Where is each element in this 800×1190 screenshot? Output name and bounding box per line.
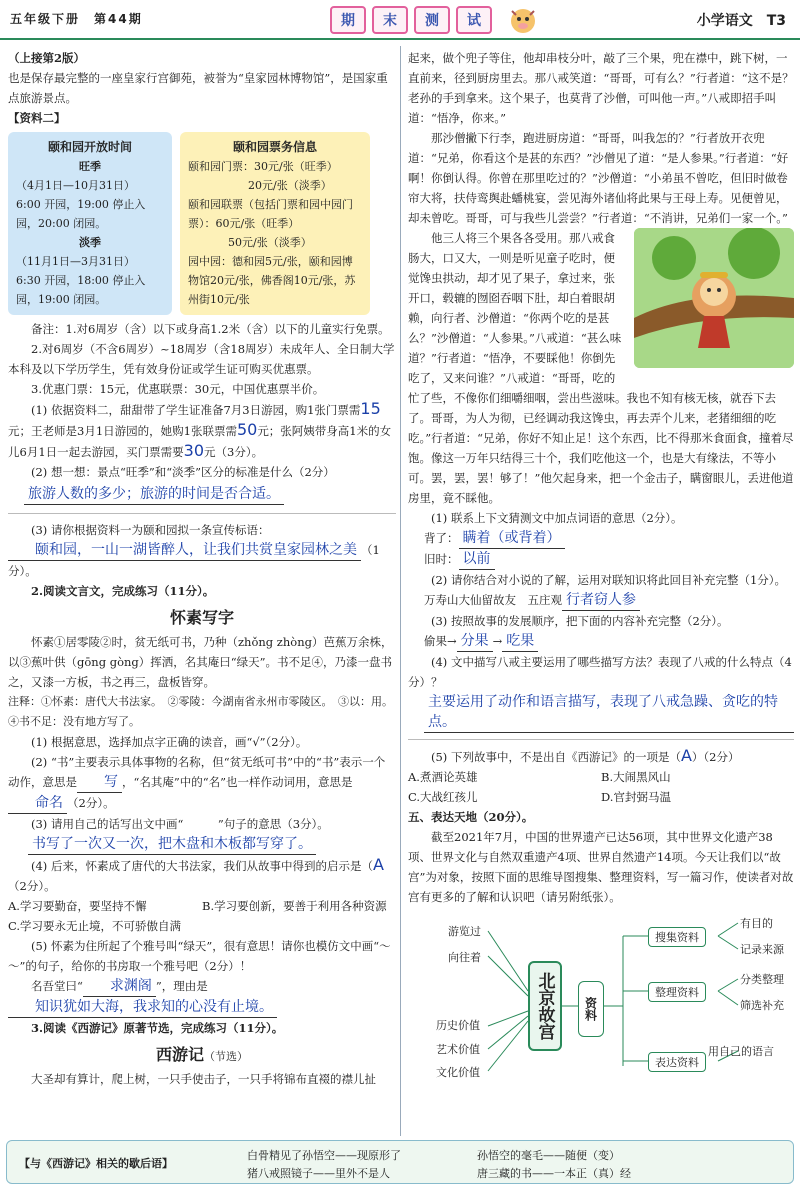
note-line: 备注：1.对6周岁（含）以下或身高1.2米（含）以下的儿童实行免票。 bbox=[31, 322, 390, 336]
answer-q5: 名吾堂曰“ 求渊阁 ”，理由是知识犹如大海，我求知的心没有止境。 bbox=[8, 976, 396, 1018]
answer: 50 bbox=[236, 420, 258, 439]
option: C.大战红孩儿 bbox=[408, 790, 478, 804]
header-title bbox=[330, 6, 492, 34]
classical-title: 怀素写字 bbox=[169, 608, 234, 627]
mind-sub: 整理资料 bbox=[648, 982, 706, 1002]
intro-text: 也是保存最完整的一座皇家行宫御苑，被誉为“皇家园林博物馆”，是国家重点旅游景点。 bbox=[8, 71, 388, 105]
title-char: 期 bbox=[330, 6, 366, 34]
option: A.学习要勤奋，要坚持不懈 bbox=[8, 899, 147, 913]
classical-q2: (2) “书”主要表示具体事物的名称，但“贫无纸可书”中的“书”表示一个动作，意思是 写 ，“名其庵”中的“名”也一样作动词用，意思是命名 （2分）。 bbox=[8, 752, 396, 814]
answer: 主要运用了动作和语言描写，表现了八戒急躁、贪吃的特点。 bbox=[424, 692, 794, 733]
season-off: 淡季 bbox=[79, 236, 101, 249]
novel-q5: (5) 下列故事中，不是出自《西游记》的一项是（A）（2分） bbox=[431, 746, 740, 765]
question-2: (2) 想一想：景点“旺季”和“淡季”区分的标准是什么（2分） bbox=[31, 465, 335, 479]
option: A.煮酒论英雄 bbox=[408, 770, 478, 784]
option: B.大闹黑风山 bbox=[601, 770, 671, 784]
box-title: 颐和园开放时间 bbox=[47, 140, 132, 154]
novel-q1: (1) 联系上下文猜测文中加点词语的意思（2分）。 bbox=[431, 511, 683, 525]
mind-leaf: 有目的 bbox=[740, 917, 773, 930]
mind-left: 向往着 bbox=[448, 951, 481, 964]
novel-q2: (2) 请你结合对小说的了解，运用对联知识将此回目补充完整（1分）。 bbox=[431, 573, 787, 587]
ticket-line: 50元/张（淡季） bbox=[228, 236, 312, 249]
season-peak: 旺季 bbox=[79, 160, 101, 173]
mind-sub: 表达资料 bbox=[648, 1052, 706, 1072]
footer-title: 【与《西游记》相关的歇后语】 bbox=[19, 1157, 173, 1170]
answer: A bbox=[680, 746, 692, 765]
issue-label: 五年级下册 第44期 bbox=[10, 12, 143, 26]
mind-left: 艺术价值 bbox=[436, 1043, 480, 1056]
proverb: 唐三藏的书——一本正（真）经 bbox=[477, 1167, 631, 1180]
answer: 15 bbox=[360, 399, 381, 418]
answer: 分果 bbox=[457, 631, 493, 652]
mind-leaf: 记录来源 bbox=[740, 943, 784, 956]
mind-mid: 资料 bbox=[578, 981, 604, 1037]
novel-q3: (3) 按照故事的发展顺序，把下面的内容补充完整（2分）。 bbox=[431, 614, 729, 628]
proverb-footer bbox=[6, 1140, 794, 1184]
opening-hours-box bbox=[8, 132, 172, 315]
ticket-line: 颐和园联票（包括门票和园中园门票）：60元/张（旺季） bbox=[188, 198, 353, 230]
answer: A bbox=[372, 855, 384, 874]
ox-mascot-icon bbox=[506, 2, 540, 36]
mind-sub: 搜集资料 bbox=[648, 927, 706, 947]
separator bbox=[408, 739, 794, 740]
novel-text: 大圣却有算计，爬上树，一只手使击子，一只手将锦布直裰的襟儿扯 bbox=[31, 1072, 376, 1086]
answer: 求渊阁 bbox=[83, 976, 156, 997]
resource-boxes bbox=[8, 132, 396, 315]
answer: 吃果 bbox=[502, 631, 538, 652]
season-dates: （4月1日—10月31日） bbox=[16, 179, 135, 192]
continued-note: （上接第2版） bbox=[8, 51, 86, 65]
classical-q3: (3) 请用自己的话写出文中画“ ”句子的意思（3分）。 bbox=[31, 817, 329, 831]
column-divider bbox=[400, 46, 401, 1136]
classical-notes: 注释：①怀素：唐代大书法家。 ②零陵：今湖南省永州市零陵区。 ③以：用。 ④书不足：没有地方写了。 bbox=[8, 695, 399, 728]
title-char: 末 bbox=[372, 6, 408, 34]
mind-leaf: 用自己的语言 bbox=[708, 1045, 774, 1058]
mind-left: 历史价值 bbox=[436, 1019, 480, 1032]
options-q4 bbox=[8, 896, 396, 936]
section-3-heading: 3.阅读《西游记》原著节选，完成练习（11分）。 bbox=[31, 1021, 284, 1035]
classical-q5: (5) 怀素为住所起了个雅号叫“绿天”，很有意思！请你也模仿文中画“～～”的句子，给你的书房取一个雅号吧（2分）！ bbox=[8, 939, 391, 973]
title-char: 测 bbox=[414, 6, 450, 34]
resource-label: 【资料二】 bbox=[8, 111, 66, 125]
mind-left: 游览过 bbox=[448, 925, 481, 938]
novel-a3: 偷果→ 分果 → 吃果 bbox=[408, 631, 794, 652]
classical-q4: (4) 后来，怀素成了唐代的大书法家，我们从故事中得到的启示是（A（2分）。 bbox=[8, 855, 384, 893]
answer: 瞒着（或背着） bbox=[459, 528, 565, 549]
page-header bbox=[0, 0, 800, 40]
answer: 写 bbox=[77, 772, 122, 793]
answer: 知识犹如大海，我求知的心没有止境。 bbox=[8, 997, 277, 1018]
classical-text: 怀素①居零陵②时，贫无纸可书，乃种（zhǒng zhòng）芭蕉万余株，以③蕉叶供（gōng gòng）挥洒，名其庵曰“绿天”。书不足④，乃漆一盘书之，又漆一方板，书之再三，盘板皆穿。 bbox=[8, 635, 393, 689]
writing-prompt: 截至2021年7月，中国的世界遗产已达56项，其中世界文化遗产38项、世界文化与自然双重遗产4项、世界自然遗产14项。今天让我们以“故宫”为对象，按照下面的思维导图搜集、整理资料，写一篇习作，使读者对故宫有更多的了解和认识吧（请另附纸张）。 bbox=[408, 830, 794, 904]
novel-text: 起来，做个兜子等住，他却串枝分叶，敲了三个果，兜在襟中，跳下树，一直前来，径到厨房里去。那八戒笑道：“哥哥，可有么？”行者道：“这不是？老孙的手到拿来。这个果子，也莫背了沙僧，可叫他一声。”八戒即招手叫道：“悟净，你来。” bbox=[408, 51, 794, 125]
mind-leaf: 筛选补充 bbox=[740, 999, 784, 1012]
subject-label: 小学语文 T3 bbox=[696, 13, 786, 29]
novel-a1a: 背了： 瞒着（或背着） bbox=[408, 528, 794, 549]
mind-left: 文化价值 bbox=[436, 1066, 480, 1079]
box-title: 颐和园票务信息 bbox=[232, 140, 317, 154]
option: C.学习要永无止境，不可骄傲自满 bbox=[8, 919, 182, 933]
season-hours: 6:00 开园，19:00 停止入园，20:00 闭园。 bbox=[16, 198, 146, 230]
section-5-heading: 五、表达天地（20分）。 bbox=[408, 810, 534, 824]
right-column bbox=[408, 48, 794, 1086]
separator bbox=[8, 513, 396, 514]
answer: 命名 bbox=[8, 793, 67, 814]
question-1: (1) 依据资料二，甜甜带了学生证准备7月3日游园，购1张门票需15元；王老师是3月1日游园的，她购1张联票需50元；张阿姨带身高1米的女儿6月1日一起去游园，买门票需要30元（3分）。 bbox=[8, 399, 392, 460]
ticket-line: 园中园：德和园5元/张，颐和园博物馆20元/张，佛香阁10元/张，苏州街10元/张 bbox=[188, 255, 356, 306]
novel-text: 他三人将三个果各各受用。那八戒食肠大，口又大，一则是听见童子吃时，便觉馋虫拱动，却才见了果子，拿过来，张开口，毂辘的囫囵吞咽下肚，却白着眼胡赖，向行者、沙僧道：“你两个吃的是甚么？”沙僧道：“人参果。”八戒道：“甚么味道？”行者道：“悟净，不要睬他！你倒先吃了，又来问谁？”八戒道：“哥哥，吃的忙了些，不像你们细嚼细咽，尝出些滋味。我也不知有核无核，就吞下去了。哥哥，为人为彻，已经调动我这馋虫，再去弄个儿来，老猪细细的吃吃。”行者道：“兄弟，你好不知止足！这个东西，比不得那米食面食，撞着尽饱。像这一万年只结得三十个，我们吃他这一个，也是大有缘法，不等小可。罢，罢，罢！够了！”他欠起身来，把一个金击子，瞒窗眼儿，丢进他道房里，竟不睬他。 bbox=[408, 231, 794, 505]
classical-q1: (1) 根据意思，选择加点字正确的读音，画“√”（2分）。 bbox=[31, 735, 308, 749]
proverb: 孙悟空的毫毛——随便（变） bbox=[477, 1149, 620, 1162]
answer: 书写了一次又一次，把木盘和木板都写穿了。 bbox=[28, 834, 316, 855]
novel-a2: 万寿山大仙留故友 五庄观 行者窃人参 bbox=[408, 590, 794, 611]
mind-leaf: 分类整理 bbox=[740, 973, 784, 986]
options-q5 bbox=[408, 767, 794, 807]
mind-center: 北京故宫 bbox=[528, 961, 562, 1051]
answer: 行者窃人参 bbox=[562, 590, 640, 611]
left-column bbox=[8, 48, 399, 1089]
section-2-heading: 2.阅读文言文，完成练习（11分）。 bbox=[31, 584, 215, 598]
note-line: 3.优惠门票：15元，优惠联票：30元，中国优惠票半价。 bbox=[31, 382, 325, 396]
novel-q4: (4) 文中描写八戒主要运用了哪些描写方法？表现了八戒的什么特点（4分）？ bbox=[408, 655, 792, 689]
ticket-info-box bbox=[180, 132, 370, 315]
option: B.学习要创新，要善于利用各种资源 bbox=[202, 899, 387, 913]
ticket-line: 颐和园门票：30元/张（旺季） bbox=[188, 160, 338, 173]
answer: 以前 bbox=[459, 549, 495, 570]
season-hours: 6:30 开园，18:00 停止入园，19:00 闭园。 bbox=[16, 274, 146, 306]
mind-map bbox=[408, 911, 794, 1086]
season-dates: （11月1日—3月31日） bbox=[16, 255, 135, 268]
monkey-king-illustration bbox=[634, 228, 794, 368]
novel-title: 西游记（节选） bbox=[155, 1045, 248, 1064]
option: D.官封弼马温 bbox=[601, 790, 671, 804]
answer: 旅游人数的多少；旅游的时间是否合适。 bbox=[24, 484, 284, 505]
note-line: 2.对6周岁（不含6周岁）~18周岁（含18周岁）未成年人、全日制大学本科及以下学历学生，凭有效身份证或学生证可购买优惠票。 bbox=[8, 342, 395, 376]
ticket-line: 20元/张（淡季） bbox=[248, 179, 332, 192]
proverb: 白骨精见了孙悟空——现原形了 bbox=[247, 1149, 401, 1162]
novel-a1b: 旧时： 以前 bbox=[408, 549, 794, 570]
proverb: 猪八戒照镜子——里外不是人 bbox=[247, 1167, 390, 1180]
title-char: 试 bbox=[456, 6, 492, 34]
answer: 30 bbox=[183, 441, 204, 460]
question-3: (3) 请你根据资料一为颐和园拟一条宣传标语：颐和园，一山一湖皆醉人，让我们共赏皇家园林之美 （1分）。 bbox=[8, 523, 380, 578]
novel-text: 那沙僧撇下行李，跑进厨房道：“哥哥，叫我怎的？”行者放开衣兜道：“兄弟，你看这个是甚的东西？”沙僧见了道：“是人参果。”行者道：“好啊！你倒认得。你曾在那里吃过的？”沙僧道：“小弟虽不曾吃，但旧时做卷帘大将，扶侍鸾舆赴蟠桃宴，尝见海外诸仙将此果与王母上寿。见便曾见，却未曾吃。哥哥，可与我些儿尝尝？”行者道：“不消讲，兄弟们一家一个。” bbox=[408, 131, 789, 225]
answer: 颐和园，一山一湖皆醉人，让我们共赏皇家园林之美 bbox=[8, 540, 361, 561]
